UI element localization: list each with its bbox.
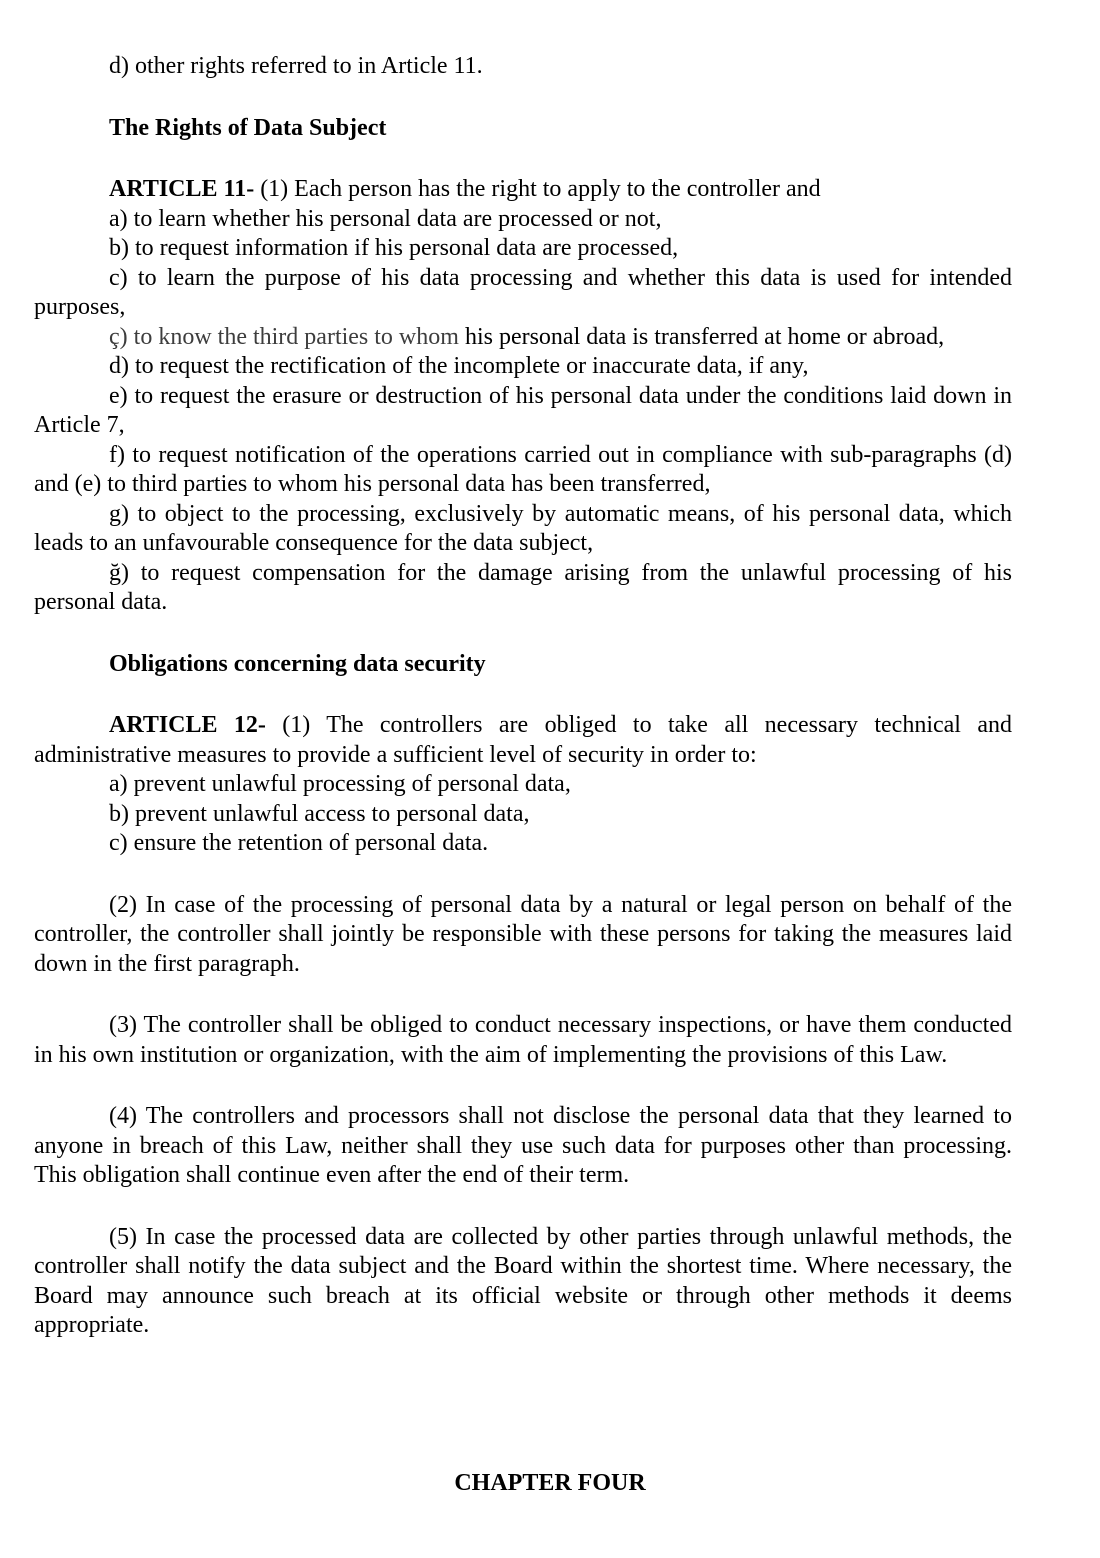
paragraph-text: c) to learn the purpose of his data processing and whether this data is used for intended purposes,	[34, 264, 1012, 320]
heading-chapter-four	[34, 1469, 1066, 1499]
blank-line	[34, 979, 1012, 1011]
paragraph-text: The Rights of Data Subject	[109, 114, 387, 141]
blank-line	[34, 143, 1012, 175]
para-article-11-intro	[34, 175, 1012, 205]
para-item-a	[34, 205, 1012, 235]
para-12-clause-2	[34, 891, 1012, 980]
paragraph-text: a) to learn whether his personal data are processed or not,	[109, 205, 662, 232]
para-item-b	[34, 234, 1012, 264]
document-body	[34, 52, 1012, 1498]
heading-rights-of-data-subject	[34, 114, 1012, 144]
para-item-c-cedilla	[34, 323, 1012, 353]
paragraph-text: e) to request the erasure or destruction of his personal data under the conditions laid down in Article 7,	[34, 382, 1012, 438]
heading-obligations-data-security	[34, 650, 1012, 680]
paragraph-text: (2) In case of the processing of personal data by a natural or legal person on behalf of the controller, the controller shall jointly be responsible with these persons for taking the measures laid down in the first paragraph.	[34, 891, 1012, 977]
paragraph-text: b) prevent unlawful access to personal data,	[109, 800, 530, 827]
para-item-g-breve	[34, 559, 1012, 618]
paragraph-text: his personal data is transferred at home or abroad,	[458, 323, 945, 350]
paragraph-text: Obligations concerning data security	[109, 650, 486, 677]
paragraph-text: CHAPTER FOUR	[454, 1469, 646, 1496]
blank-line	[34, 859, 1012, 891]
blank-line	[34, 679, 1012, 711]
para-item-f	[34, 441, 1012, 500]
blank-line	[34, 1341, 1012, 1373]
paragraph-text: (1) The controllers are obliged to take all necessary technical and administrative measures to provide a sufficient level of security in order to:	[34, 712, 1012, 768]
para-12-clause-3	[34, 1011, 1012, 1070]
paragraph-text: (5) In case the processed data are collected by other parties through unlawful methods, the controller shall notify the data subject and the Board within the shortest time. Where necessary, the Board may announce such breach at its official website or through other methods it deems appropriate.	[34, 1223, 1012, 1338]
blank-line	[34, 1373, 1012, 1405]
paragraph-text: b) to request information if his personal data are processed,	[109, 235, 679, 261]
paragraph-text: ğ) to request compensation for the damage arising from the unlawful processing of his personal data.	[34, 559, 1012, 615]
para-item-g	[34, 500, 1012, 559]
paragraph-text: (1) Each person has the right to apply to the controller and	[254, 176, 821, 202]
blank-line	[34, 618, 1012, 650]
paragraph-text: d) other rights referred to in Article 11.	[109, 53, 483, 79]
substituted-font-run: ç) to know the third parties to whom	[109, 323, 459, 350]
paragraph-text: (3) The controller shall be obliged to conduct necessary inspections, or have them conducted in his own institution or organization, with the aim of implementing the provisions of this Law.	[34, 1012, 1012, 1068]
paragraph-text: c) ensure the retention of personal data.	[109, 830, 489, 856]
paragraph-text: (4) The controllers and processors shall not disclose the personal data that they learned to anyone in breach of this Law, neither shall they use such data for purposes other than processing. This obligation shall continue even after the end of their term.	[34, 1103, 1012, 1188]
blank-line	[34, 1405, 1012, 1437]
article-number-bold: ARTICLE 12-	[109, 712, 266, 738]
para-article-12-intro	[34, 711, 1012, 770]
blank-line	[34, 82, 1012, 114]
para-item-c	[34, 264, 1012, 323]
para-12-clause-5	[34, 1223, 1012, 1341]
article-number-bold: ARTICLE 11-	[109, 176, 255, 202]
paragraph-text: f) to request notification of the operations carried out in compliance with sub-paragraphs (d) and (e) to third parties to whom his personal data has been transferred,	[34, 441, 1012, 497]
blank-line	[34, 1070, 1012, 1102]
para-12-item-a	[34, 770, 1012, 800]
para-12-item-c	[34, 829, 1012, 859]
para-12-clause-4	[34, 1102, 1012, 1191]
blank-line	[34, 1191, 1012, 1223]
para-item-d-prev-article	[34, 52, 1012, 82]
blank-line	[34, 1437, 1012, 1469]
paragraph-text: a) prevent unlawful processing of personal data,	[109, 771, 571, 797]
para-item-d	[34, 352, 1012, 382]
paragraph-text: g) to object to the processing, exclusively by automatic means, of his personal data, which leads to an unfavourable consequence for the data subject,	[34, 500, 1012, 556]
para-item-e	[34, 382, 1012, 441]
para-12-item-b	[34, 800, 1012, 830]
paragraph-text: d) to request the rectification of the incomplete or inaccurate data, if any,	[109, 353, 809, 379]
